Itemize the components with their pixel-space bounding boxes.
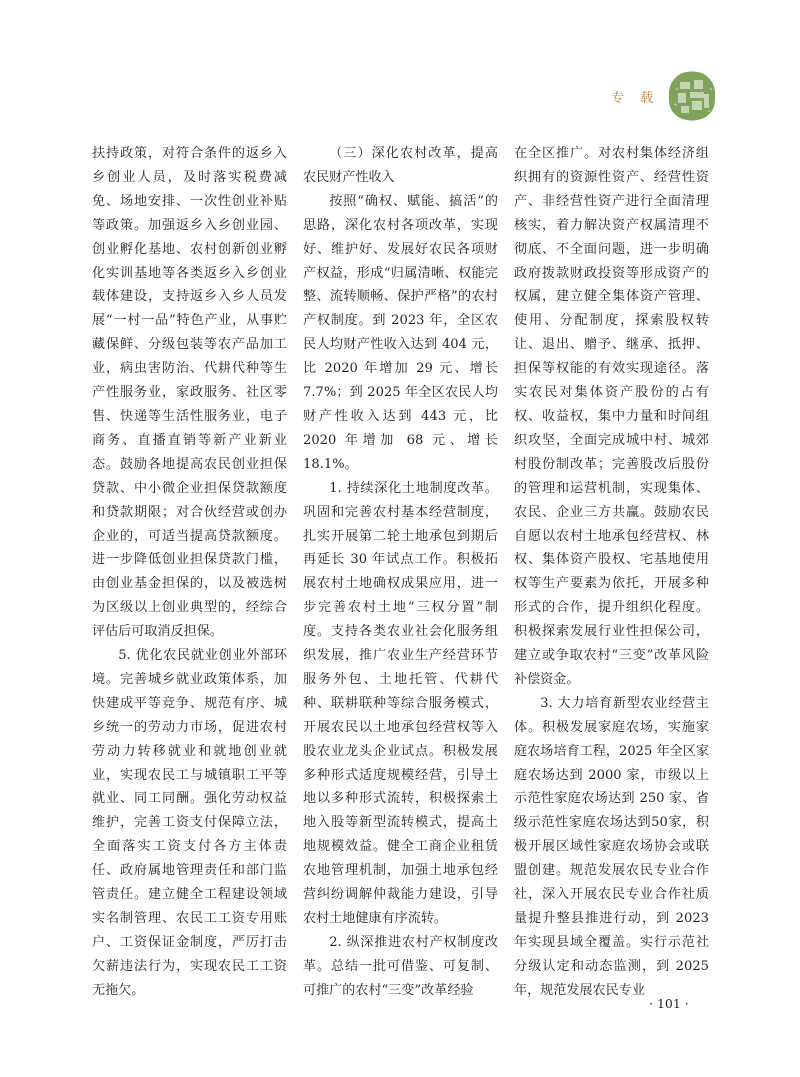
- text-column-left: [92, 142, 287, 1003]
- paragraph: 在全区推广。对农村集体经济组织拥有的资源性资产、经营性资产、非经营性资产进行全面清理核实，着力解决资产权属清理不彻底、不全面问题，进一步明确政府拨款财政投资等形成资产的权属，建立健全集体资产管理、使用、分配制度，探索股权转让、退出、赠予、继承、抵押、担保等权能的有效实现途径。落实农民对集体资产股份的占有权、收益权，集中力量和时间组织攻坚，全面完成城中村、城郊村股份制改革；完善股改后股份的管理和运营机制，实现集体、农民、企业三方共赢。鼓励农民自愿以农村土地承包经营权、林权、集体资产股权、宅基地使用权等生产要素为依托，开展多种形式的合作，提升组织化程度。积极探索发展行业性担保公司，建立或争取农村“三变”改革风险补偿资金。: [514, 146, 709, 687]
- paragraph: 2. 纵深推进农村产权制度改革。总结一批可借鉴、可复制、可推广的农村“三变”改革经验: [303, 934, 498, 998]
- text-column-middle: [303, 142, 498, 1003]
- paragraph: 按照“确权、赋能、搞活”的思路，深化农村各项改革，实现好、维护好、发展好农民各项财产权益，形成“归属清晰、权能完整、流转顺畅、保护严格”的农村产权制度。到 2023 年，全区农民人均财产性收入达到 404 元，比 2020 年增加 29 元、增长 7.7%；到 2025 年全区农民人均财产性收入达到 443 元，比 2020 年增加 68 元、增长 18.1%。: [303, 193, 498, 472]
- text-column-right: [514, 142, 709, 1003]
- section-label: 专 载: [611, 91, 660, 106]
- paragraph: （三）深化农村改革，提高农民财产性收入: [303, 146, 498, 185]
- paragraph: 3. 大力培育新型农业经营主体。积极发展家庭农场，实施家庭农场培育工程，2025 年全区家庭农场达到 2000 家，市级以上示范性家庭农场达到 250 家、省级示范性家庭农场达到50家，积极开展区域性家庭农场协会或联盟创建。规范发展农民专业合作社，深入开展农民专业合作社质量提升整县推进行动，到 2023 年实现县域全覆盖。实行示范社分级认定和动态监测，到 2025 年，规范发展农民专业: [514, 695, 709, 998]
- seal-emblem-icon: [666, 70, 718, 122]
- page-number: · 101 ·: [649, 996, 689, 1011]
- paragraph: 5. 优化农民就业创业外部环境。完善城乡就业政策体系，加快建成平等竞争、规范有序、城乡统一的劳动力市场，促进农村劳动力转移就业和就地创业就业，实现农民工与城镇职工平等就业、同工同酬。强化劳动权益维护，完善工资支付保障立法，全面落实工资支付各方主体责任、政府属地管理责任和部门监管责任。建立健全工程建设领域实名制管理、农民工工资专用账户、工资保证金制度，严厉打击欠薪违法行为，实现农民工工资无拖欠。: [92, 648, 287, 998]
- paragraph: 1. 持续深化土地制度改革。巩固和完善农村基本经营制度，扎实开展第二轮土地承包到期后再延长 30 年试点工作。积极拓展农村土地确权成果应用，进一步完善农村土地“三权分置”制度。支持各类农业社会化服务组织发展，推广农业生产经营环节服务外包、土地托管、代耕代种、联耕联种等综合服务模式，开展农民以土地承包经营权等入股农业龙头企业试点。积极发展多种形式适度规模经营，引导土地以多种形式流转，积极探索土地入股等新型流转模式，提高土地规模效益。健全工商企业租赁农地管理机制，加强土地承包经营纠纷调解仲裁能力建设，引导农村土地健康有序流转。: [303, 480, 498, 926]
- paragraph: 扶持政策，对符合条件的返乡入乡创业人员，及时落实税费减免、场地安排、一次性创业补贴等政策。加强返乡入乡创业园、创业孵化基地、农村创新创业孵化实训基地等各类返乡入乡创业载体建设，支持返乡入乡人员发展“一村一品”特色产业，从事贮藏保鲜、分级包装等农产品加工业，病虫害防治、代耕代种等生产性服务业，家政服务、社区零售、快递等生活性服务业，电子商务、直播直销等新产业新业态。鼓励各地提高农民创业担保贷款、中小微企业担保贷款额度和贷款期限；对合伙经营或创办企业的，可适当提高贷款额度。进一步降低创业担保贷款门槛，由创业基金担保的，以及被选树为区级以上创业典型的，经综合评估后可取消反担保。: [92, 146, 287, 640]
